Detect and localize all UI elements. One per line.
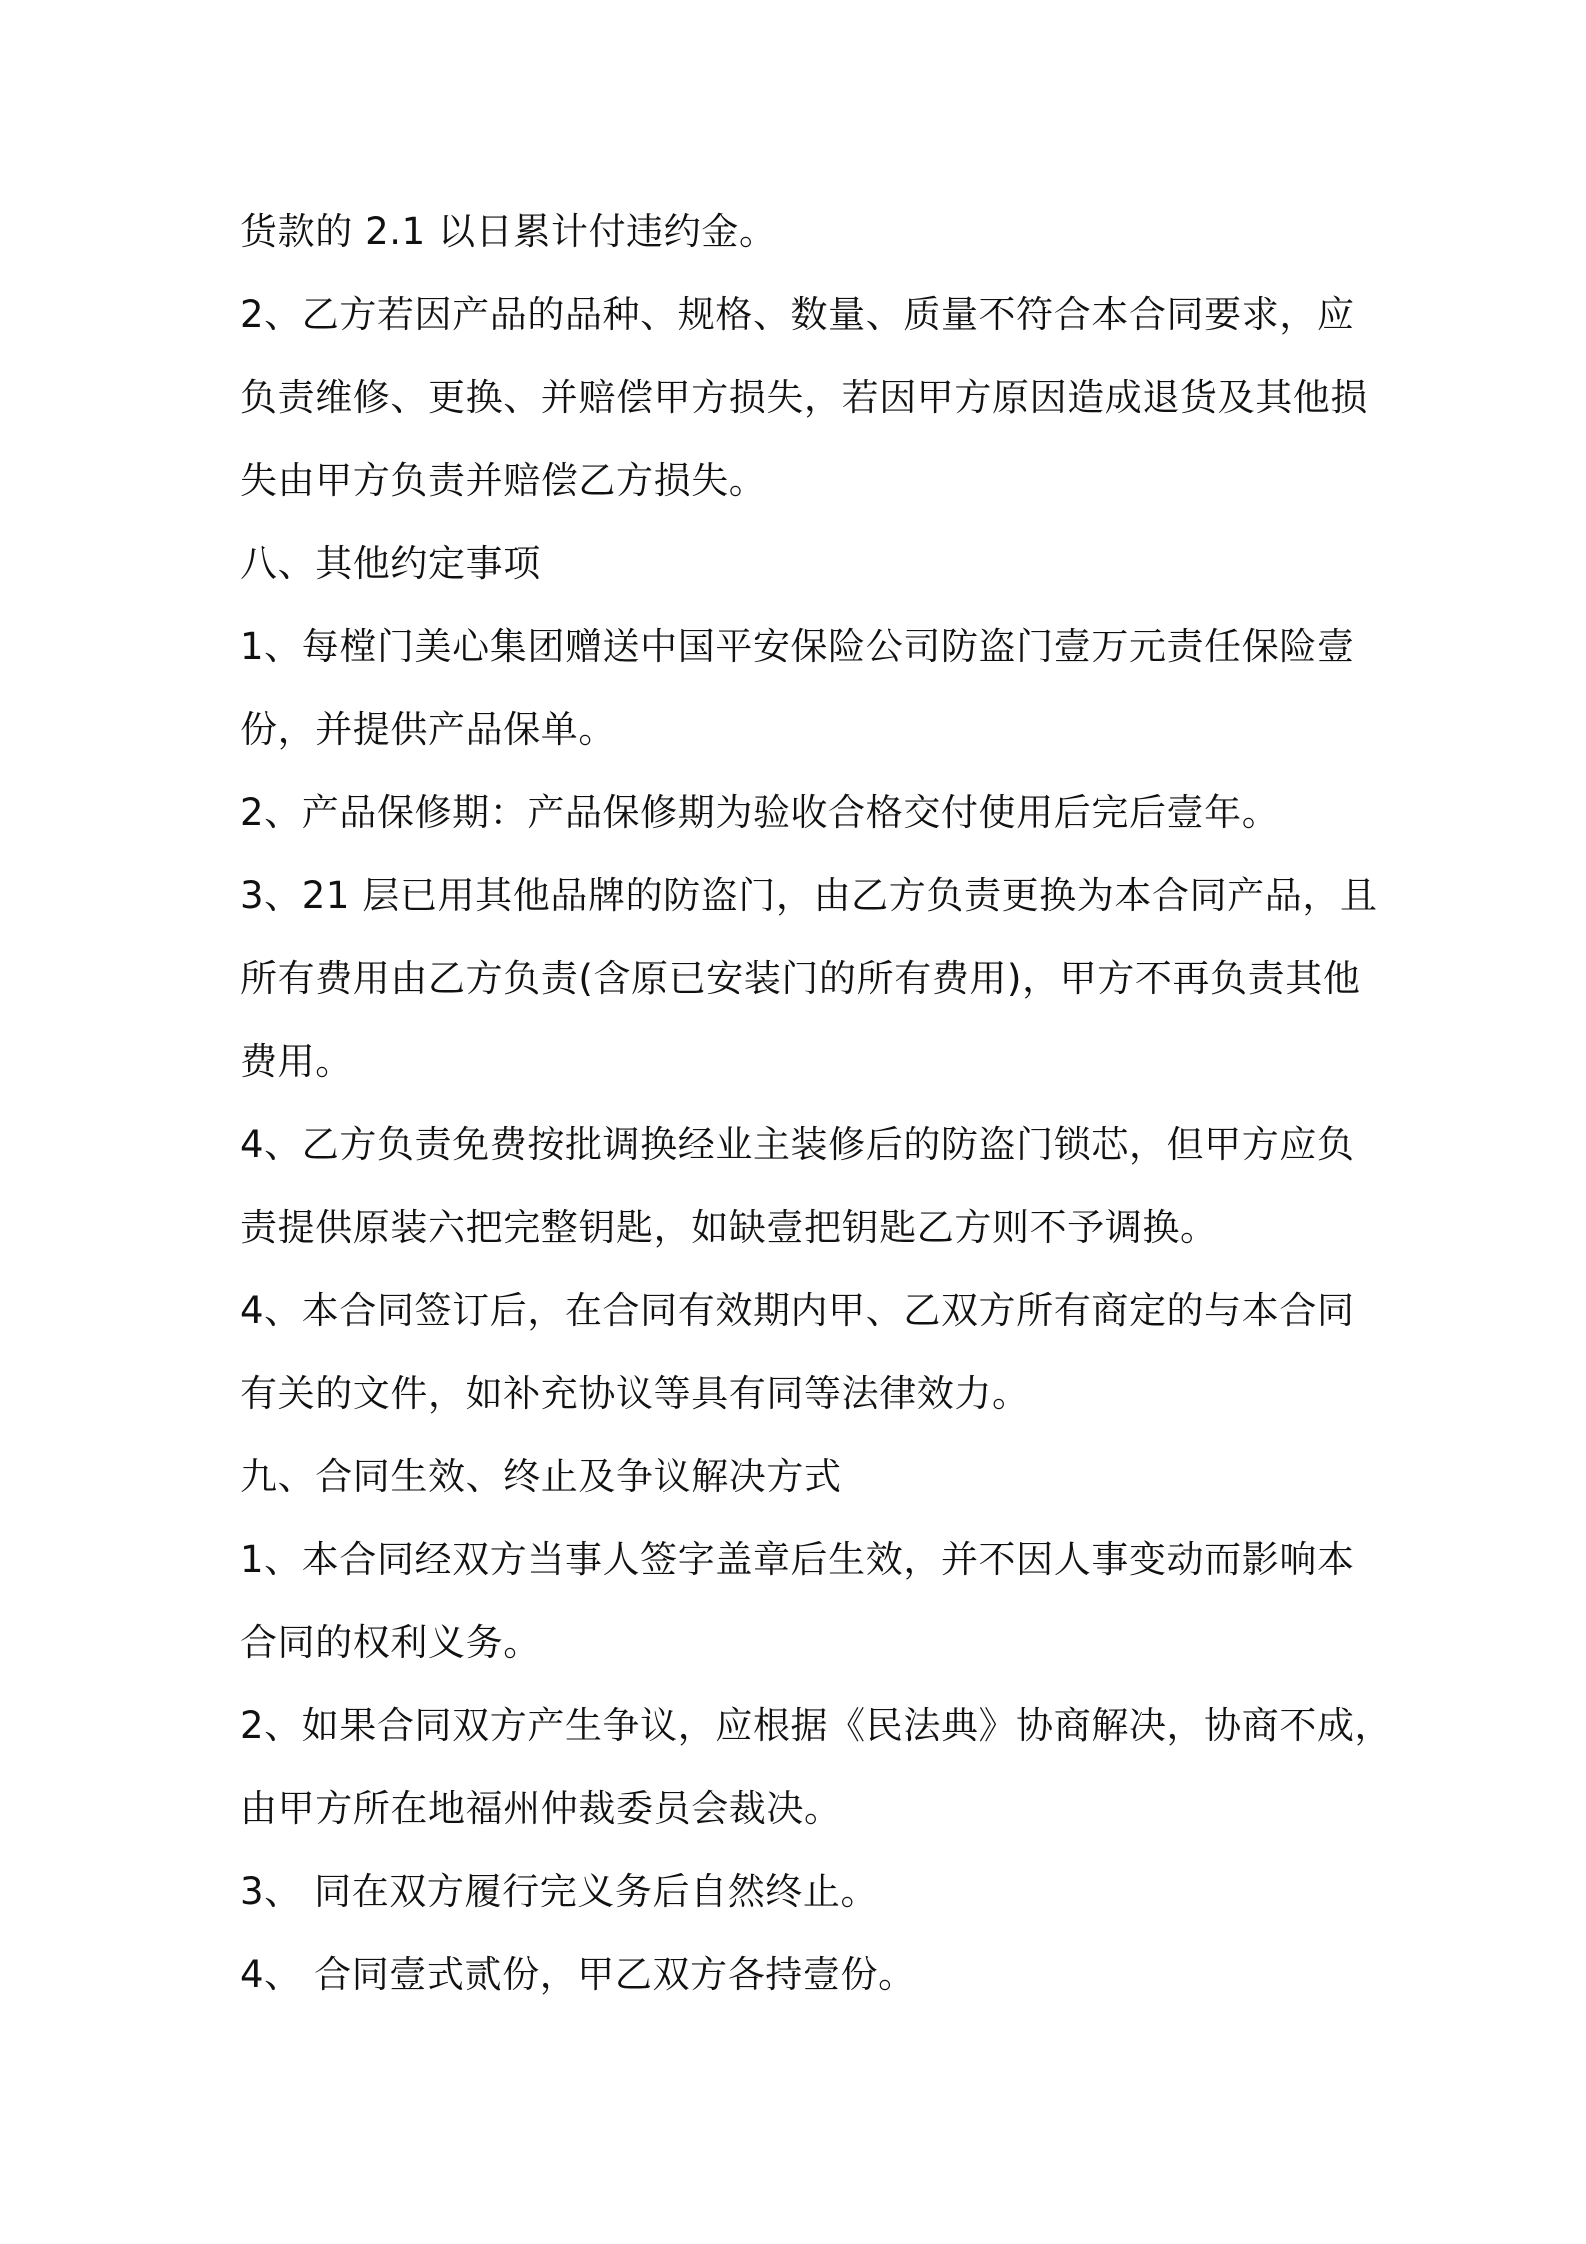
text-line: 1、本合同经双方当事人签字盖章后生效，并不因人事变动而影响本 [240,1538,1355,1581]
text-line: 3、21 层已用其他品牌的防盗门，由乙方负责更换为本合同产品，且 [240,874,1378,917]
text-line: 2、如果合同双方产生争议，应根据《民法典》协商解决，协商不成， [240,1704,1393,1747]
text-line: 有关的文件，如补充协议等具有同等法律效力。 [240,1372,1030,1415]
text-line: 费用。 [240,1040,353,1083]
text-line: 1、每樘门美心集团赠送中国平安保险公司防盗门壹万元责任保险壹 [240,625,1355,668]
text-line: 合同的权利义务。 [240,1621,541,1664]
text-line: 由甲方所在地福州仲裁委员会裁决。 [240,1787,842,1830]
text-line: 2、产品保修期：产品保修期为验收合格交付使用后完后壹年。 [240,791,1280,834]
text-line: 4、 合同壹式贰份，甲乙双方各持壹份。 [240,1953,916,1996]
text-line: 2、乙方若因产品的品种、规格、数量、质量不符合本合同要求，应 [240,293,1355,336]
section-heading: 八、其他约定事项 [240,542,541,585]
text-line: 失由甲方负责并赔偿乙方损失。 [240,459,767,502]
text-line: 3、 同在双方履行完义务后自然终止。 [240,1870,879,1913]
text-line: 所有费用由乙方负责(含原已安装门的所有费用)，甲方不再负责其他 [240,957,1361,1000]
text-line: 货款的 2.1 以日累计付违约金。 [240,210,777,253]
contract-text [240,190,1393,2016]
text-line: 责提供原装六把完整钥匙，如缺壹把钥匙乙方则不予调换。 [240,1206,1218,1249]
text-line: 负责维修、更换、并赔偿甲方损失，若因甲方原因造成退货及其他损 [240,376,1368,419]
text-line: 份，并提供产品保单。 [240,708,616,751]
text-line: 4、本合同签订后，在合同有效期内甲、乙双方所有商定的与本合同 [240,1289,1355,1332]
text-line: 4、乙方负责免费按批调换经业主装修后的防盗门锁芯，但甲方应负 [240,1123,1355,1166]
section-heading: 九、合同生效、终止及争议解决方式 [240,1455,842,1498]
